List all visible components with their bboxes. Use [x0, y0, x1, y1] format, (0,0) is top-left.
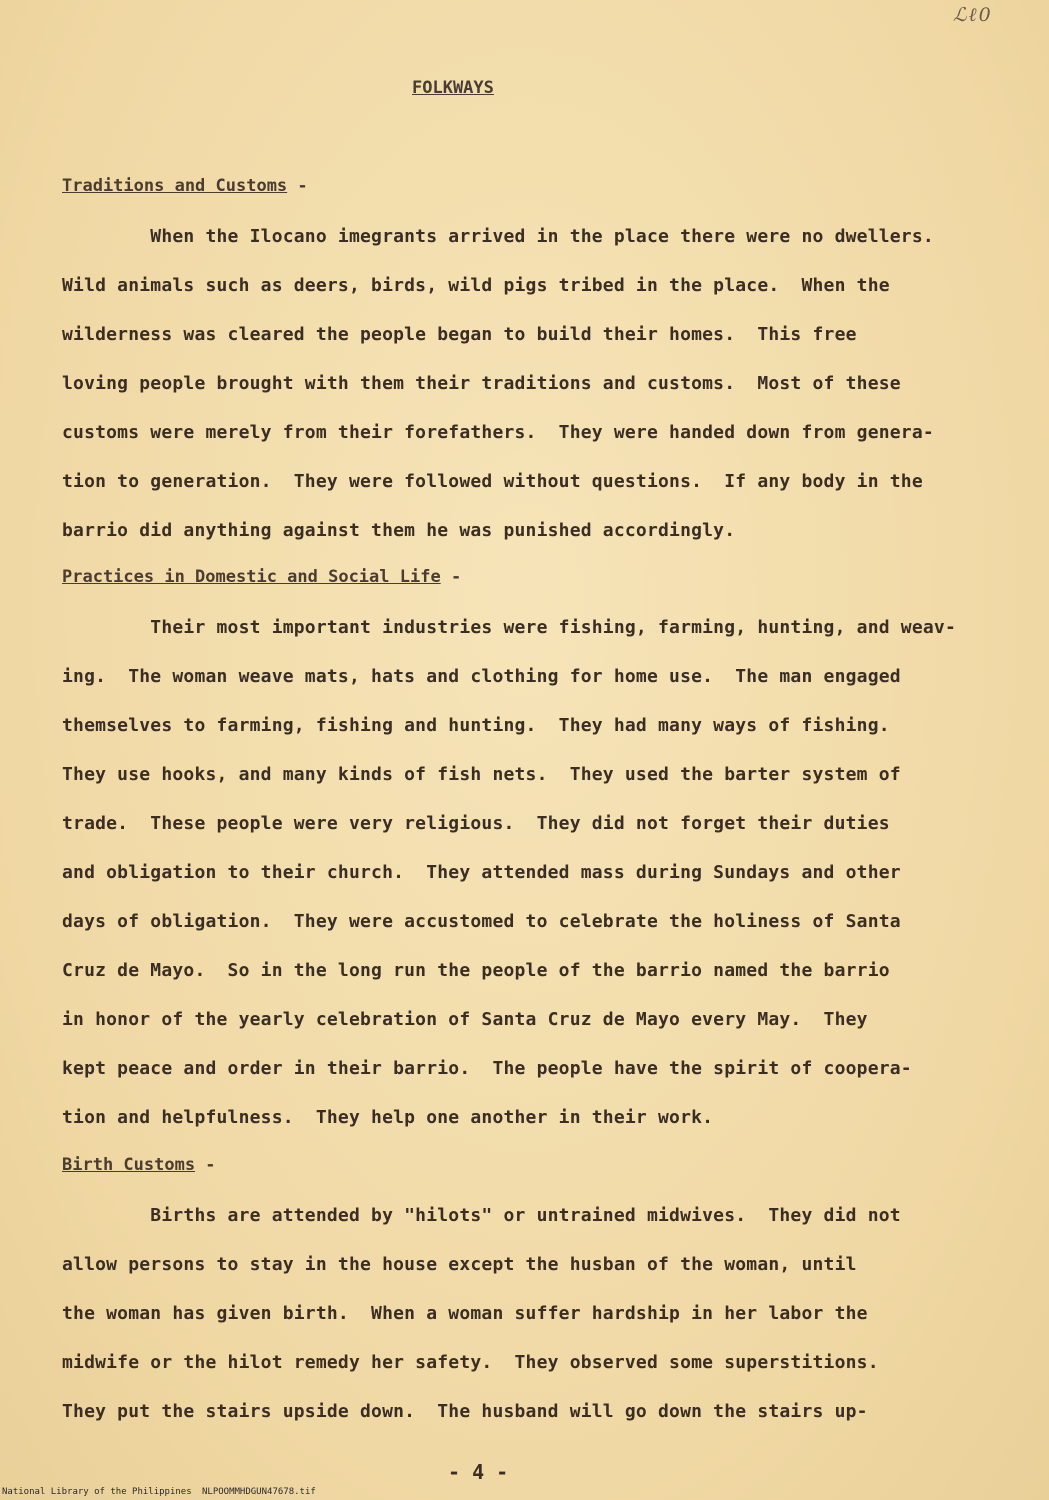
text-line: allow persons to stay in the house except the husban of the woman, until: [62, 1254, 857, 1275]
text-line: and obligation to their church. They attended mass during Sundays and other: [62, 862, 901, 883]
text-line: trade. These people were very religious. They did not forget their duties: [62, 813, 890, 834]
text-line: themselves to farming, fishing and hunting. They had many ways of fishing.: [62, 715, 890, 736]
text-line: When the Ilocano imegrants arrived in the place there were no dwellers.: [62, 226, 934, 247]
heading-dash: -: [195, 1155, 216, 1175]
text-line: the woman has given birth. When a woman suffer hardship in her labor the: [62, 1303, 868, 1324]
text-line: Their most important industries were fishing, farming, hunting, and weav-: [62, 617, 956, 638]
section-heading-text: Birth Customs: [62, 1155, 196, 1175]
footer-file-name: NLPOOMMHDGUN47678.tif: [202, 1487, 316, 1497]
text-line: Cruz de Mayo. So in the long run the people of the barrio named the barrio: [62, 960, 890, 981]
text-line: loving people brought with them their traditions and customs. Most of these: [62, 373, 901, 394]
text-line: Wild animals such as deers, birds, wild pigs tribed in the place. When the: [62, 275, 890, 296]
text-line: tion to generation. They were followed without questions. If any body in the: [62, 471, 923, 492]
text-line: midwife or the hilot remedy her safety. They observed some superstitions.: [62, 1352, 879, 1373]
text-line: barrio did anything against them he was punished accordingly.: [62, 520, 736, 541]
page-number: - 4 -: [448, 1460, 509, 1484]
footer-library-credit: National Library of the Philippines: [2, 1487, 192, 1497]
page-title: FOLKWAYS: [412, 78, 494, 98]
text-line: They put the stairs upside down. The husband will go down the stairs up-: [62, 1401, 868, 1422]
handwritten-annotation: ℒℓ0: [953, 4, 993, 26]
text-line: tion and helpfulness. They help one another in their work.: [62, 1107, 714, 1128]
text-line: wilderness was cleared the people began to build their homes. This free: [62, 324, 857, 345]
text-line: kept peace and order in their barrio. The people have the spirit of coopera-: [62, 1058, 912, 1079]
section-heading-text: Practices in Domestic and Social Life: [62, 567, 441, 587]
section-heading-practices: [62, 567, 461, 587]
heading-dash: -: [440, 567, 462, 587]
heading-dash: -: [287, 176, 308, 196]
text-line: Births are attended by "hilots" or untrained midwives. They did not: [62, 1205, 901, 1226]
text-line: days of obligation. They were accustomed to celebrate the holiness of Santa: [62, 911, 901, 932]
section-heading-traditions: [62, 176, 308, 196]
text-line: ing. The woman weave mats, hats and clothing for home use. The man engaged: [62, 666, 901, 687]
text-line: customs were merely from their forefathers. They were handed down from genera-: [62, 422, 934, 443]
text-line: They use hooks, and many kinds of fish nets. They used the barter system of: [62, 764, 901, 785]
section-heading-birth-customs: [62, 1155, 216, 1175]
section-heading-text: Traditions and Customs: [62, 176, 288, 196]
text-line: in honor of the yearly celebration of Santa Cruz de Mayo every May. They: [62, 1009, 868, 1030]
